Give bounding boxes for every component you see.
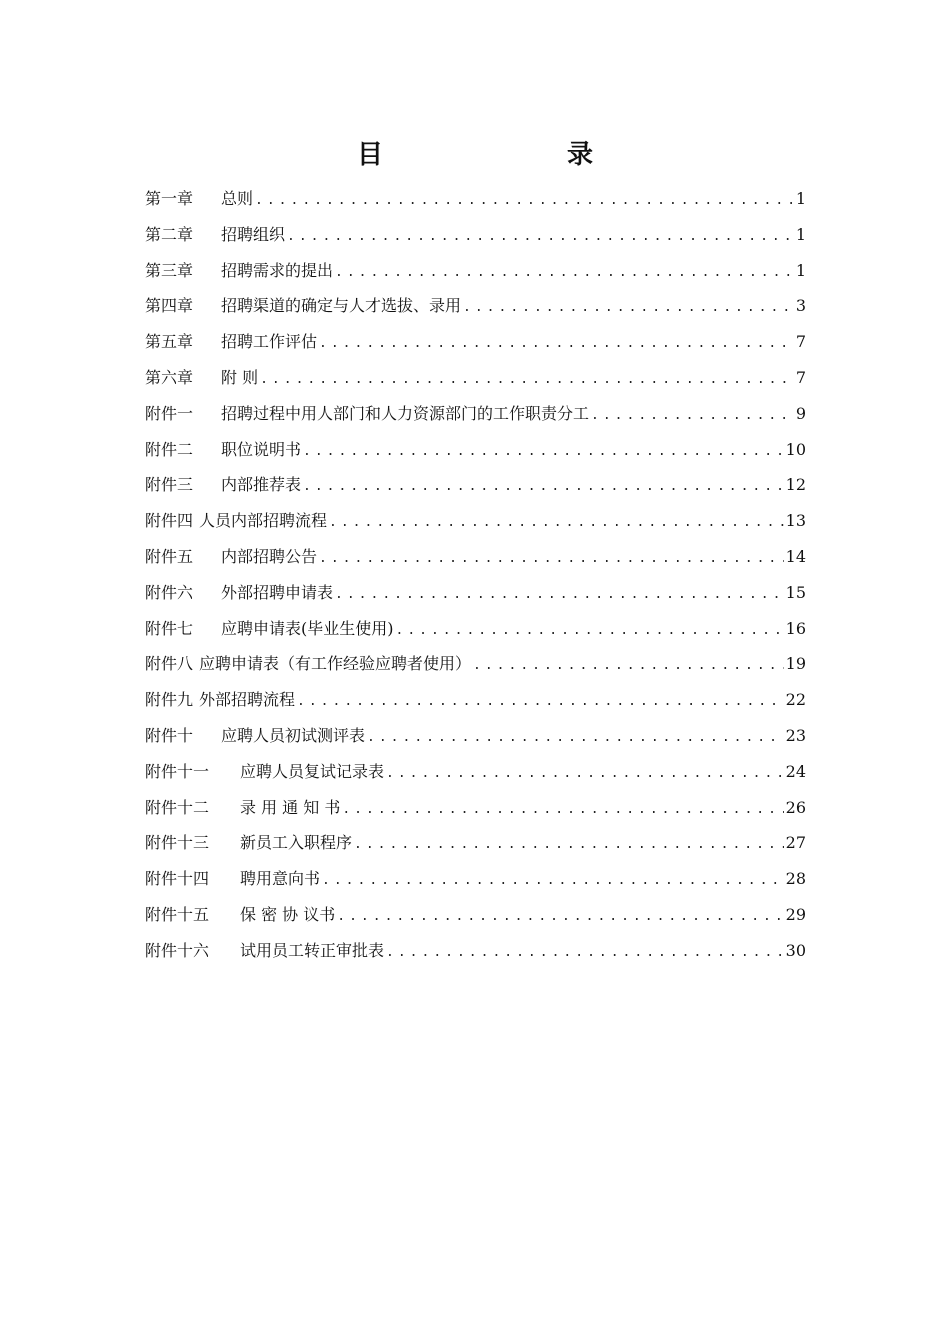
toc-entry[interactable] — [145, 365, 806, 401]
toc-entry-page: 12 — [785, 475, 806, 495]
toc-entry[interactable] — [145, 616, 806, 652]
toc-entry-label: 第四章 — [145, 296, 194, 316]
toc-entry-text: 人员内部招聘流程 — [199, 511, 328, 531]
toc-entry-text: 总则 — [221, 189, 254, 208]
toc-entry-page: 23 — [785, 725, 806, 745]
toc-entry-page: 14 — [785, 546, 806, 566]
toc-entry-text: 招聘工作评估 — [221, 332, 318, 352]
toc-entry[interactable] — [145, 508, 806, 544]
leader-dots — [591, 408, 794, 423]
toc-entry-label: 第六章 — [145, 367, 194, 387]
leader-dots — [396, 623, 784, 638]
toc-entry-text: 应聘申请表(毕业生使用) — [221, 618, 394, 638]
leader-dots — [329, 515, 784, 530]
toc-entry-page: 28 — [785, 869, 806, 889]
toc-entry-page: 1 — [795, 260, 806, 280]
toc-entry[interactable] — [145, 830, 806, 866]
toc-entry-label: 附件四 — [145, 511, 194, 531]
toc-entry-page: 19 — [785, 654, 806, 674]
leader-dots — [354, 837, 784, 852]
toc-entry-label: 附件一 — [145, 403, 194, 423]
toc-entry-text: 招聘渠道的确定与人才选拔、录用 — [221, 296, 462, 316]
toc-entry[interactable] — [145, 580, 806, 616]
toc-entry-label: 附件十一 — [145, 761, 210, 781]
toc-entry-label: 第二章 — [145, 224, 194, 244]
leader-dots — [386, 945, 784, 960]
toc-entry-page: 1 — [795, 189, 806, 208]
toc-entry-page: 3 — [795, 296, 806, 316]
toc-entry-text: 新员工入职程序 — [240, 833, 353, 853]
leader-dots — [287, 229, 794, 244]
leader-dots — [255, 193, 794, 208]
toc-entry-text: 招聘过程中用人部门和人力资源部门的工作职责分工 — [221, 403, 590, 423]
toc-entry-label: 第五章 — [145, 332, 194, 352]
toc-entry-page: 16 — [785, 618, 806, 638]
toc-entry-page: 15 — [785, 582, 806, 602]
toc-entry[interactable] — [145, 401, 806, 437]
toc-entry[interactable] — [145, 795, 806, 831]
toc-entry-text: 保 密 协 议书 — [240, 904, 336, 924]
leader-dots — [463, 300, 794, 315]
leader-dots — [386, 766, 784, 781]
toc-entry-label: 附件六 — [145, 582, 194, 602]
toc-entry-text: 内部推荐表 — [221, 475, 302, 495]
toc-entry-text: 内部招聘公告 — [221, 546, 318, 566]
toc-entry[interactable] — [145, 293, 806, 329]
toc-entry-label: 附件二 — [145, 439, 194, 459]
toc-entry-page: 30 — [785, 940, 806, 960]
toc-entry[interactable] — [145, 222, 806, 258]
toc-entry-label: 第三章 — [145, 260, 194, 280]
toc-entry-text: 试用员工转正审批表 — [240, 940, 385, 960]
leader-dots — [337, 909, 783, 924]
leader-dots — [335, 265, 794, 280]
toc-entry-label: 附件八 — [145, 654, 194, 674]
toc-entry[interactable] — [145, 472, 806, 508]
leader-dots — [303, 444, 784, 459]
toc-entry[interactable] — [145, 437, 806, 473]
toc-entry-page: 13 — [785, 511, 806, 531]
toc-entry[interactable] — [145, 544, 806, 580]
table-of-contents — [145, 186, 806, 974]
leader-dots — [335, 587, 784, 602]
toc-entry-label: 附件五 — [145, 546, 194, 566]
toc-entry-text: 外部招聘申请表 — [221, 582, 334, 602]
toc-entry-label: 附件十四 — [145, 869, 210, 889]
toc-entry-label: 附件三 — [145, 475, 194, 495]
toc-entry[interactable] — [145, 651, 806, 687]
toc-entry-text: 聘用意向书 — [240, 869, 321, 889]
toc-entry-page: 29 — [785, 904, 806, 924]
toc-entry[interactable] — [145, 723, 806, 759]
toc-entry-label: 附件十六 — [145, 940, 210, 960]
toc-entry[interactable] — [145, 902, 806, 938]
toc-entry-page: 9 — [795, 403, 806, 423]
toc-entry-text: 录 用 通 知 书 — [240, 797, 341, 817]
toc-title: 目 录 — [356, 140, 637, 170]
toc-entry-text: 招聘需求的提出 — [221, 260, 334, 280]
toc-entry-label: 附件十三 — [145, 833, 210, 853]
toc-entry-page: 22 — [785, 690, 806, 710]
toc-entry-page: 1 — [795, 224, 806, 244]
toc-entry[interactable] — [145, 186, 806, 222]
toc-entry[interactable] — [145, 938, 806, 974]
leader-dots — [303, 479, 784, 494]
toc-entry-text: 职位说明书 — [221, 439, 302, 459]
toc-entry-page: 10 — [785, 439, 806, 459]
leader-dots — [342, 802, 783, 817]
toc-entry-page: 27 — [785, 833, 806, 853]
leader-dots — [297, 694, 784, 709]
toc-entry[interactable] — [145, 759, 806, 795]
leader-dots — [319, 336, 794, 351]
leader-dots — [319, 551, 784, 566]
toc-entry-page: 7 — [795, 332, 806, 352]
toc-entry-text: 应聘申请表（有工作经验应聘者使用） — [199, 654, 472, 674]
toc-entry[interactable] — [145, 258, 806, 294]
toc-entry[interactable] — [145, 687, 806, 723]
leader-dots — [322, 873, 784, 888]
toc-entry[interactable] — [145, 329, 806, 365]
toc-entry-page: 24 — [785, 761, 806, 781]
toc-entry-label: 附件十 — [145, 725, 194, 745]
toc-entry-label: 第一章 — [145, 189, 194, 208]
toc-entry-label: 附件九 — [145, 690, 194, 710]
toc-entry-label: 附件七 — [145, 618, 194, 638]
leader-dots — [473, 658, 784, 673]
toc-entry-page: 7 — [795, 367, 806, 387]
leader-dots — [260, 372, 794, 387]
toc-entry-text: 外部招聘流程 — [199, 690, 296, 710]
toc-entry-label: 附件十五 — [145, 904, 210, 924]
toc-entry-text: 附 则 — [221, 367, 259, 387]
toc-entry[interactable] — [145, 866, 806, 902]
toc-entry-text: 招聘组织 — [221, 224, 286, 244]
toc-entry-text: 应聘人员复试记录表 — [240, 761, 385, 781]
toc-entry-text: 应聘人员初试测评表 — [221, 725, 366, 745]
toc-entry-page: 26 — [785, 797, 806, 817]
toc-entry-label: 附件十二 — [145, 797, 210, 817]
leader-dots — [367, 730, 784, 745]
